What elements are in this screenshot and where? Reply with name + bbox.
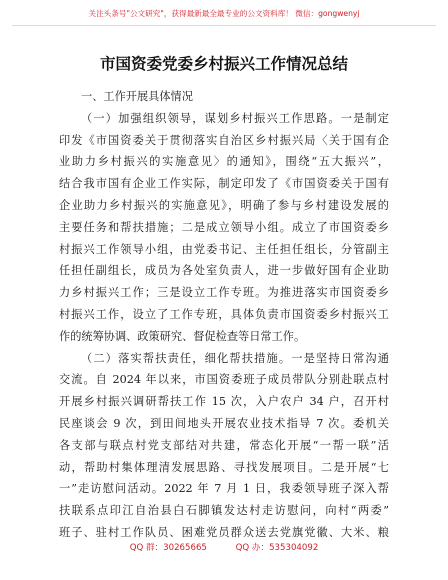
paragraph-line: 企业助力乡村振兴的实施意见》，明确了参与乡村建设发展的: [59, 198, 389, 212]
header-divider: [12, 25, 436, 26]
paragraph-line: （二）落实帮扶责任，细化帮扶措施。一是坚持日常沟通: [81, 351, 389, 365]
paragraph-line: 一”走访慰问活动。2022 年 7 月 1 日，我委领导班子深入帮: [59, 482, 389, 496]
header-banner: 关注头条号"公文研究"，获得最新最全最专业的公文资料库！ 微信：gongwenyj: [88, 9, 360, 18]
paragraph-line: 村振兴工作领导小组，由党委书记、主任担任组长，分管副主: [59, 242, 389, 256]
paragraph-line: 主要任务和帮扶措施；二是成立领导小组。成立了市国资委乡: [59, 220, 389, 234]
paragraph-line: 村振兴工作，设立了工作专班，具体负责市国资委乡村振兴工: [59, 307, 389, 321]
paragraph-responsibility: [59, 348, 389, 544]
paragraph-line: 结合我市国有企业工作实际，制定印发了《市国资委关于国有: [59, 177, 389, 191]
paragraph-line: 扶联系点印江自治县白石脚镇发达村走访慰问，向村“两委”: [59, 504, 389, 518]
paragraph-line: 开展乡村振兴调研帮扶工作 15 次，入户农户 34 户，召开村: [59, 395, 389, 409]
footer-qq: QQ 办：535304092: [235, 543, 319, 553]
paragraph-line: 印发《市国资委关于贯彻落实自治区乡村振兴局〈关于国有企: [59, 133, 389, 147]
document-body: [59, 86, 389, 544]
paragraph-line: 交流。自 2024 年以来，市国资委班子成员带队分别赴联点村: [59, 373, 389, 387]
paragraph-line: 力乡村振兴工作；三是设立工作专班。为推进落实市国资委乡: [59, 286, 389, 300]
paragraph-line: 各支部与联点村党支部结对共建，常态化开展“一帮一联”活: [59, 438, 389, 452]
section-heading: 一、工作开展具体情况: [81, 90, 193, 103]
paragraph-line: 作的统筹协调、政策研究、督促检查等日常工作。: [59, 329, 306, 343]
paragraph-line: 业助力乡村振兴的实施意见〉的通知》，围绕“五大振兴”，: [59, 155, 389, 169]
paragraph-line: （一）加强组织领导，谋划乡村振兴工作思路。一是制定: [81, 111, 389, 125]
document-title: 市国资委党委乡村振兴工作情况总结: [99, 55, 348, 73]
paragraph-organization: [59, 108, 389, 348]
paragraph-line: 任担任副组长，成员为各处室负责人，进一步做好国有企业助: [59, 264, 389, 278]
paragraph-line: 民座谈会 9 次，到田间地头开展农业技术指导 7 次。委机关: [59, 416, 389, 430]
footer-qq-group: QQ 群：30265665: [129, 543, 207, 553]
footer-contact: [0, 541, 448, 553]
paragraph-line: 班子、驻村工作队员、困难党员群众送去党旗党徽、大米、粮: [59, 525, 389, 539]
paragraph-line: 动，帮助村集体理清发展思路、寻找发展项目。二是开展“七: [59, 460, 389, 474]
